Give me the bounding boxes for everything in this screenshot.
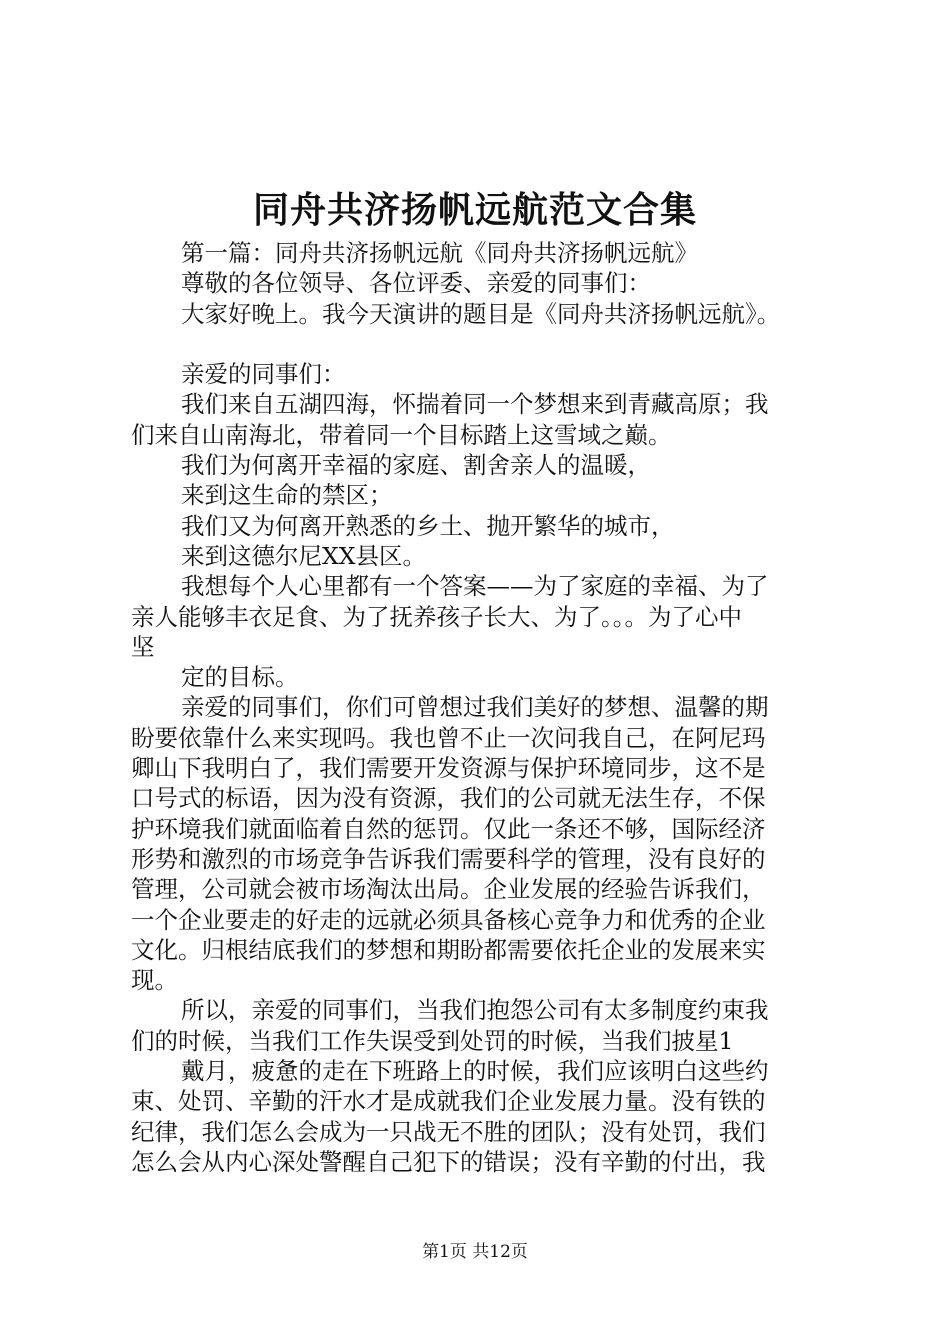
text-line: 怎么会从内心深处警醒自己犯下的错误；没有辛勤的付出，我	[131, 1147, 766, 1176]
text-line: 们的时候，当我们工作失误受到处罚的时候，当我们披星1	[131, 1026, 734, 1055]
page-footer: 第1页 共12页	[422, 1242, 528, 1262]
text-line: 亲爱的同事们，你们可曾想过我们美好的梦想、温馨的期	[181, 693, 769, 722]
text-line: 文化。归根结底我们的梦想和期盼都需要依托企业的发展来实	[131, 935, 766, 964]
text-line: 管理，公司就会被市场淘汰出局。企业发展的经验告诉我们，	[131, 875, 766, 904]
text-line: 护环境我们就面临着自然的惩罚。仅此一条还不够，国际经济	[131, 814, 766, 843]
text-line: 第一篇：同舟共济扬帆远航《同舟共济扬帆远航》	[181, 239, 698, 267]
document-body	[131, 238, 831, 1177]
text-line: 盼要依靠什么来实现吗。我也曾不止一次问我自己，在阿尼玛	[131, 723, 766, 752]
text-line: 坚	[131, 632, 155, 661]
text-line: 束、处罚、辛勤的汗水才是成就我们企业发展力量。没有铁的	[131, 1087, 766, 1116]
text-line: 定的目标。	[181, 663, 299, 692]
text-line: 亲爱的同事们：	[181, 360, 346, 389]
text-line: 口号式的标语，因为没有资源，我们的公司就无法生存，不保	[131, 784, 766, 813]
text-line: 戴月，疲惫的走在下班路上的时候，我们应该明白这些约	[181, 1057, 769, 1086]
text-line: 形势和激烈的市场竞争告诉我们需要科学的管理，没有良好的	[131, 844, 766, 873]
text-line: 我们又为何离开熟悉的乡土、抛开繁华的城市，	[181, 511, 675, 540]
text-line: 亲人能够丰衣足食、为了抚养孩子长大、为了。。。为了心中	[131, 602, 742, 631]
text-line: 们来自山南海北，带着同一个目标踏上这雪域之巅。	[131, 420, 672, 449]
text-line: 尊敬的各位领导、各位评委、亲爱的同事们：	[181, 269, 651, 298]
text-line: 所以，亲爱的同事们，当我们抱怨公司有太多制度约束我	[181, 996, 769, 1025]
text-line: 现。	[131, 966, 178, 995]
text-line: 卿山下我明白了，我们需要开发资源与保护环境同步，这不是	[131, 754, 766, 783]
text-line: 来到这生命的禁区；	[181, 481, 393, 510]
text-line: 大家好晚上。我今天演讲的题目是《同舟共济扬帆远航》。	[181, 299, 781, 328]
text-line: 我们为何离开幸福的家庭、割舍亲人的温暖，	[181, 451, 651, 480]
document-title: 同舟共济扬帆远航范文合集	[252, 189, 697, 231]
text-line: 一个企业要走的好走的远就必须具备核心竞争力和优秀的企业	[131, 905, 766, 934]
blank-line	[131, 329, 831, 359]
text-line: 纪律，我们怎么会成为一只战无不胜的团队；没有处罚，我们	[131, 1117, 766, 1146]
text-line: 我们来自五湖四海，怀揣着同一个梦想来到青藏高原；我	[181, 390, 769, 419]
text-line: 来到这德尔尼XX县区。	[181, 541, 426, 570]
text-line: 我想每个人心里都有一个答案——为了家庭的幸福、为了	[181, 572, 769, 601]
